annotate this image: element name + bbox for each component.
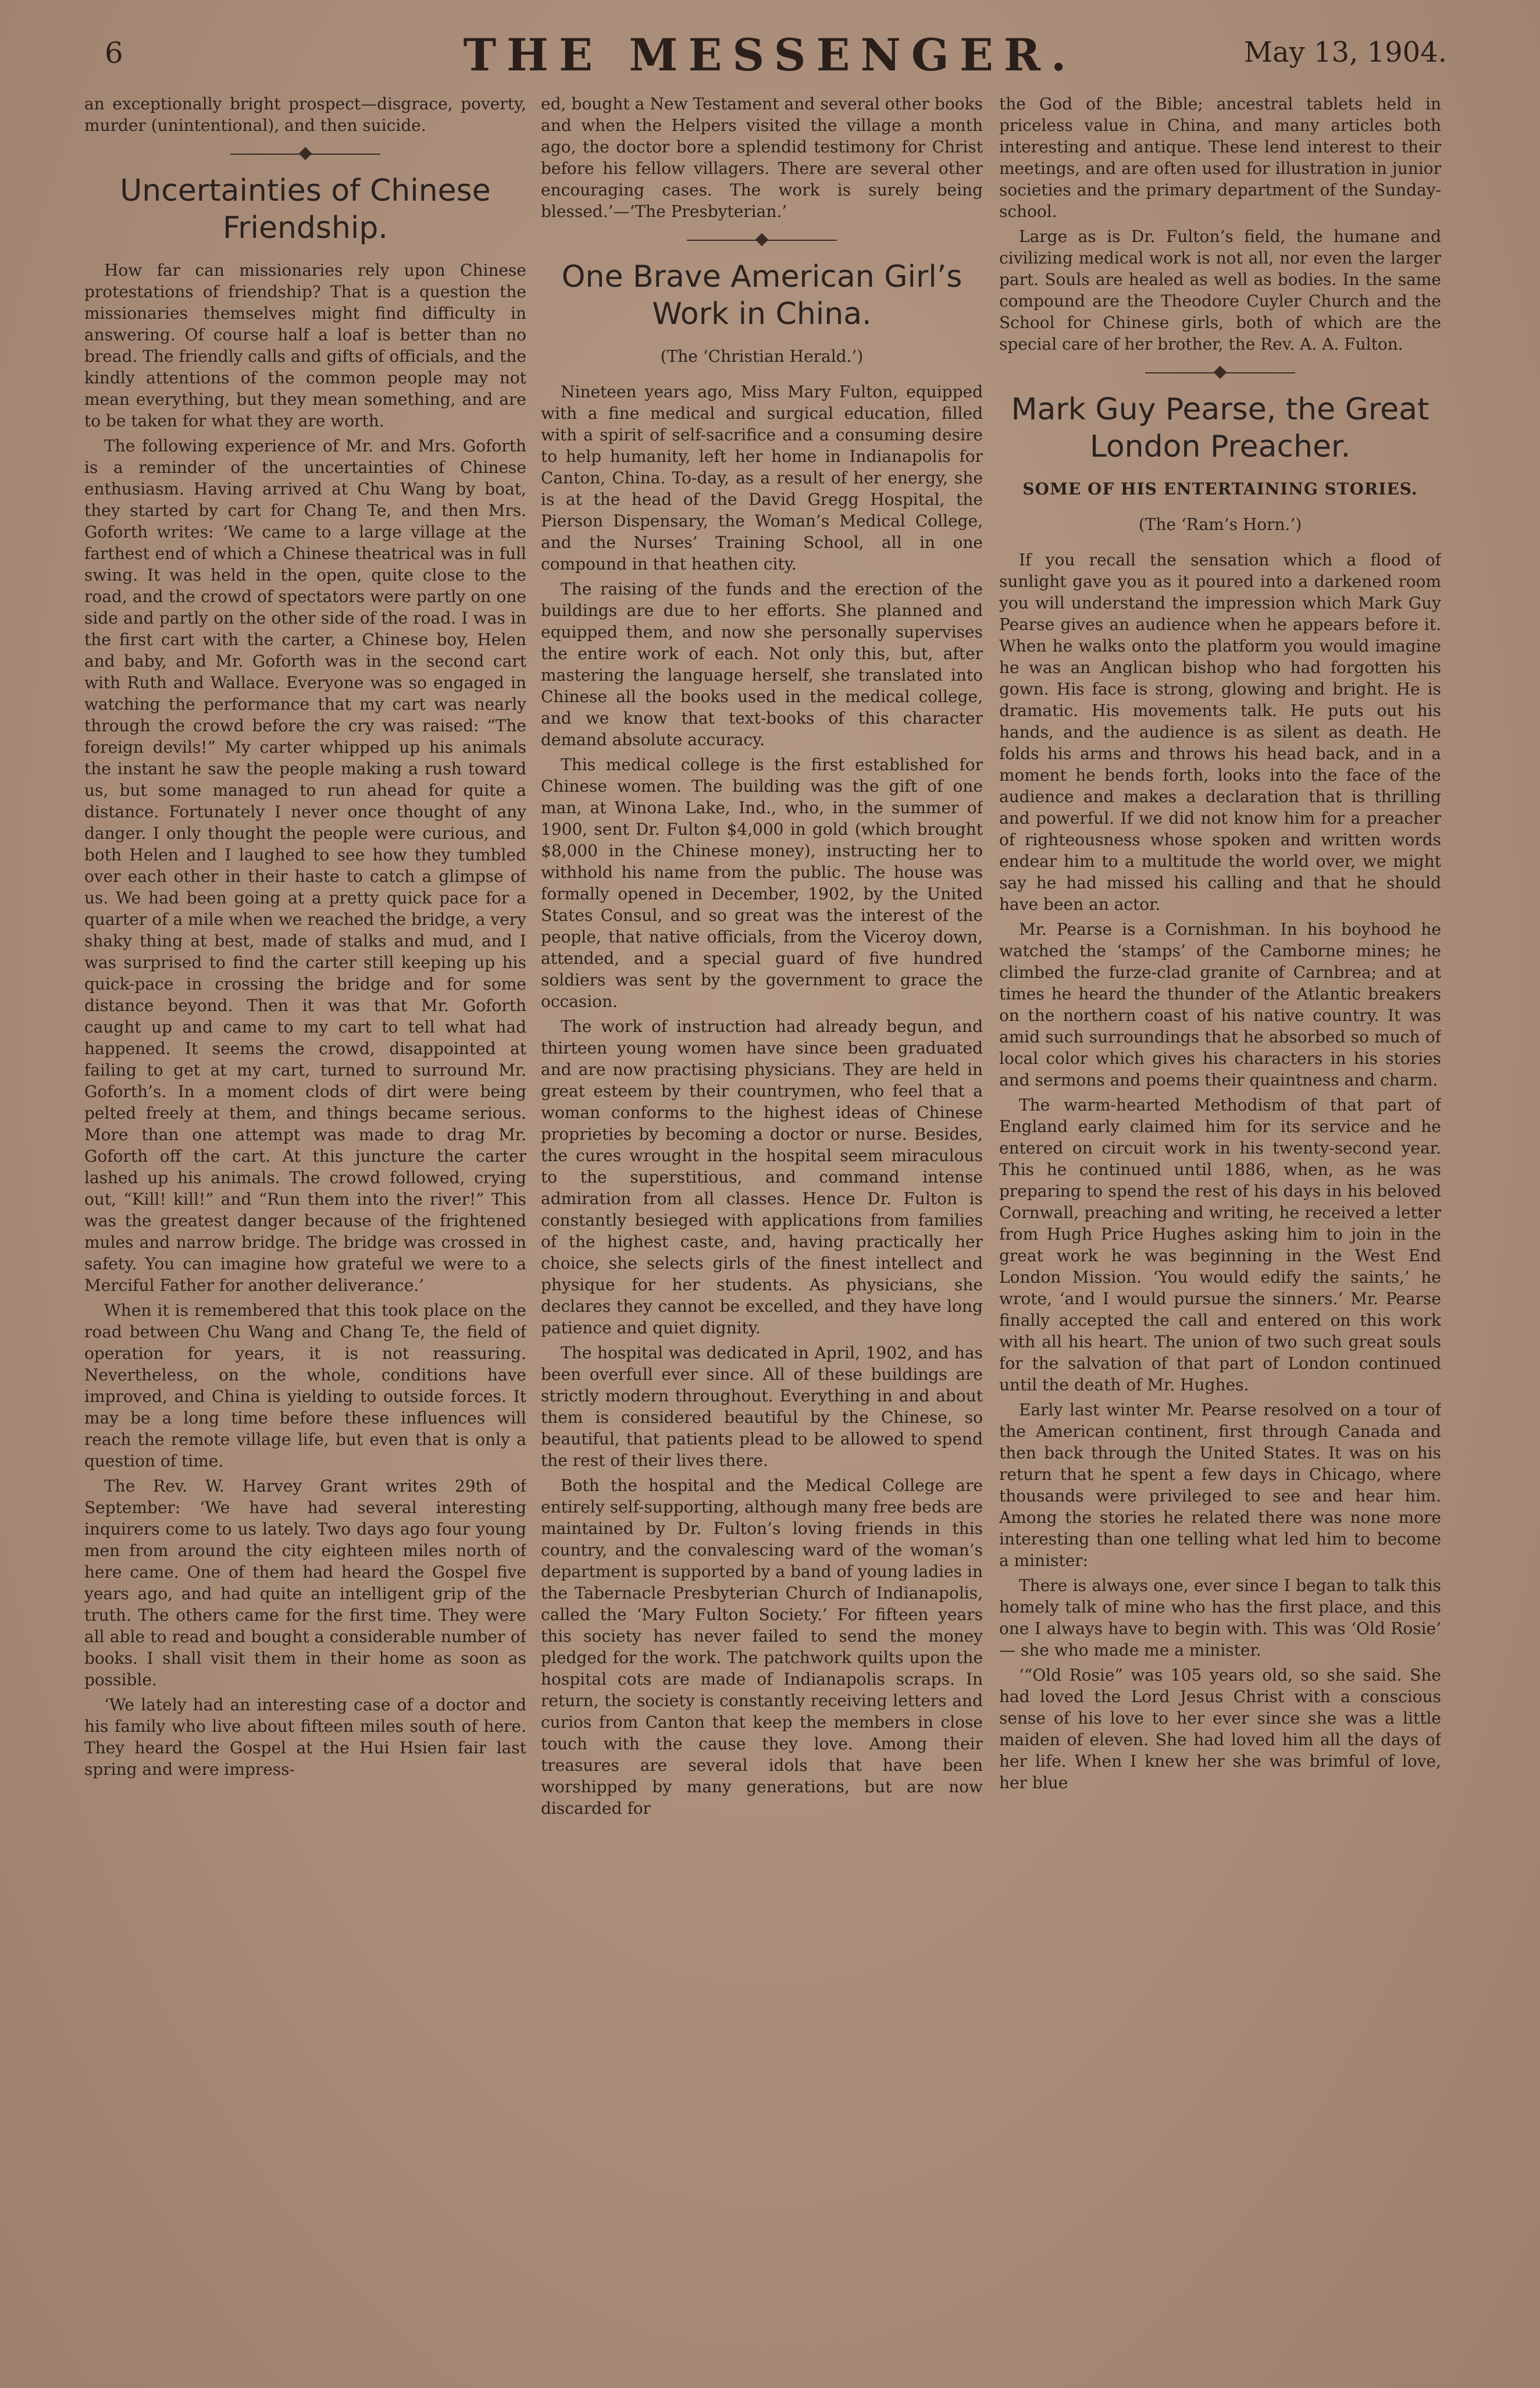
article-paragraph: This medical college is the first established for Chinese women. The building was the gift of one man, at Winona Lake, Ind., who, in the summer of 1900, sent Dr. Fulton $4,000 in gold (which brought $8,000 in the Chinese money), instructing her to withhold his name from the public. The house was formally opened in December, 1902, by the United States Consul, and so great was the interest of the people, that native officials, from the Viceroy down, attended, and a special guard of five hundred soldiers was sent by the government to grace the occasion. xyxy=(541,755,983,1011)
article-paragraph: If you recall the sensation which a flood of sunlight gave you as it poured into a darkened room you will understand the impression which Mark Guy Pearse gives an audience when he appears before it. When he walks onto the platform you would imagine he was an Anglican bishop who had forgotten his gown. His face is strong, glowing and bright. He is dramatic. His movements talk. He puts out his hands, and the audience is as silent as death. He folds his arms and throws his head back, and in a moment he bends forth, looks into the face of the audience and makes a declaration that is thrilling and powerful. If we did not know him for a preacher of righteousness whose spoken and written words endear him to a multitude the world over, we might say he had missed his calling and that he should have been an actor. xyxy=(999,550,1441,914)
section-divider xyxy=(541,230,983,250)
article-paragraph: The following experience of Mr. and Mrs. Goforth is a reminder of the uncertainties of Chinese enthusiasm. Having arrived at Chu Wang by boat, they started by cart for Chang Te, and then Mrs. Goforth writes: ‘We came to a large village at the farthest end of which a Chinese theatrical was in full swing. It was held in the open, quite close to the road, and the crowd of spectators were partly on one side and partly on the other side of the road. I was in the first cart with the carter, a Chinese boy, Helen and baby, and Mr. Goforth was in the second cart with Ruth and Wallace. Everyone was so engaged in watching the performance that my cart was nearly through the crowd before the cry was raised: “The foreign devils!” My carter whipped up his animals the instant he saw the people making a rush toward us, but some managed to run ahead for quite a distance. Fortunately I never once thought of any danger. I only thought the people were curious, and both Helen and I laughed to see how they tumbled over each other in their haste to catch a glimpse of us. We had been going at a pretty quick pace for a quarter of a mile when we reached the bridge, a very shaky thing at best, made of stalks and mud, and I was surprised to find the carter still keeping up his quick-pace in crossing the bridge and for some distance beyond. Then it was that Mr. Goforth caught up and came to my cart to tell what had happened. It seems the crowd, disappointed at failing to get at my cart, turned to surround Mr. Goforth’s. In a moment clods of dirt were being pelted freely at them, and things became serious. More than one attempt was made to drag Mr. Goforth off the cart. At this juncture the carter lashed up his animals. The crowd followed, crying out, “Kill! kill!” and “Run them into the river!” This was the greatest danger because of the frightened mules and narrow bridge. The bridge was crossed in safety. You can imagine how grateful we were to a Merciful Father for another deliverance.’ xyxy=(84,436,526,1295)
article-paragraph: The work of instruction had already begun, and thirteen young women have since been graduated and are now practising physicians. They are held in great esteem by their countrymen, who feel that a woman conforms to the highest ideas of Chinese proprieties by becoming a doctor or nurse. Besides, the cures wrought in the hospital seem miraculous to the superstitious, and command intense admiration from all classes. Hence Dr. Fulton is constantly besieged with applications from families of the highest caste, and, having practically her choice, she selects girls of the finest intellect and physique for her students. As physicians, she declares they cannot be excelled, and they have long patience and quiet dignity. xyxy=(541,1017,983,1337)
article-paragraph: The hospital was dedicated in April, 1902, and has been overfull ever since. All of these buildings are strictly modern throughout. Everything in and about them is considered beautiful by the Chinese, so beautiful, that patients plead to be allowed to spend the rest of their lives there. xyxy=(541,1343,983,1470)
article-title: Mark Guy Pearse, the Great London Preacher. xyxy=(1011,392,1430,464)
article-paragraph: Nineteen years ago, Miss Mary Fulton, equipped with a fine medical and surgical education, filled with a spirit of self-sacrifice and a consuming desire to help humanity, left her home in Indianapolis for Canton, China. To-day, as a result of her energy, she is at the head of the David Gregg Hospital, the Pierson Dispensary, the Woman’s Medical College, and the Nurses’ Training School, all in one compound in that heathen city. xyxy=(541,382,983,574)
article-paragraph: Mr. Pearse is a Cornishman. In his boyhood he watched the ‘stamps’ of the Camborne mines; he climbed the furze-clad granite of Carnbrea; and at times he heard the thunder of the Atlantic breakers on the northern coast of his native country. It was amid such surroundings that he absorbed so much of local color which gives his characters in his stories and sermons and poems their quaintness and charm. xyxy=(999,920,1441,1090)
article-paragraph: Both the hospital and the Medical College are entirely self-supporting, although many free beds are maintained by Dr. Fulton’s loving friends in this country, and the convalescing ward of the woman’s department is supported by a band of young ladies in the Tabernacle Presbyterian Church of Indianapolis, called the ‘Mary Fulton Society.’ For fifteen years this society has never failed to send the money pledged for the work. The patchwork quilts upon the hospital cots are made of Indianapolis scraps. In return, the society is constantly receiving letters and curios from Canton that keep the members in close touch with the cause they love. Among their treasures are several idols that have been worshipped by many generations, but are now discarded for xyxy=(541,1476,983,1818)
article-title: One Brave American Girl’s Work in China. xyxy=(561,259,962,332)
masthead-title: THE MESSENGER. xyxy=(463,29,1077,81)
continuation-text: ed, bought a New Testament and several other books and when the Helpers visited the village a month ago, the doctor bore a splendid testimony for Christ before his fellow villagers. There are several other encouraging cases. The work is surely being blessed.’—‘The Presbyterian.’ xyxy=(541,94,983,221)
article-paragraph: The raising of the funds and the erection of the buildings are due to her efforts. She planned and equipped them, and now she personally supervises the entire work of each. Not only this, but, after mastering the language herself, she translated into Chinese all the books used in the medical college, and we know that text-books of this character demand absolute accuracy. xyxy=(541,579,983,749)
continuation-text: an exceptionally bright prospect—disgrace, poverty, murder (unintentional), and then suicide. xyxy=(84,94,526,135)
article-subhead: SOME OF HIS ENTERTAINING STORIES. xyxy=(1022,479,1418,499)
continuation-text: Large as is Dr. Fulton’s field, the humane and civilizing medical work is not all, nor even the larger part. Souls are healed as well as bodies. In the same compound are the Theodore Cuyler Church and the School for Chinese girls, both of which are the special care of her brother, the Rev. A. A. Fulton. xyxy=(999,227,1441,354)
article-source: (The ‘Christian Herald.’) xyxy=(660,347,864,366)
article-title: Uncertainties of Chinese Friendship. xyxy=(120,173,491,245)
page-number: 6 xyxy=(105,36,123,70)
article-paragraph: Early last winter Mr. Pearse resolved on a tour of the American continent, first through Canada and then back through the United States. It was on his return that he spent a few days in Chicago, where thousands were privileged to see and hear him. Among the stories he related there was none more interesting than one telling what led him to become a minister: xyxy=(999,1400,1441,1570)
issue-date: May 13, 1904. xyxy=(1243,36,1447,69)
continuation-text: the God of the Bible; ancestral tablets held in priceless value in China, and many articles both interesting and antique. These lend interest to their meetings, and are often used for illustration in junior societies and the primary department of the Sunday-school. xyxy=(999,94,1441,221)
article-paragraph: The Rev. W. Harvey Grant writes 29th of September: ‘We have had several interesting inquirers come to us lately. Two days ago four young men from around the city eighteen miles north of here came. One of them had heard the Gospel five years ago, and had quite an intelligent grip of the truth. The others came for the first time. They were all able to read and bought a considerable number of books. I shall visit them in their home as soon as possible. xyxy=(84,1476,526,1689)
column-3 xyxy=(999,93,1441,2356)
article-source: (The ‘Ram’s Horn.’) xyxy=(1138,515,1302,534)
page-header xyxy=(87,29,1453,81)
section-divider xyxy=(999,363,1441,383)
article-paragraph: ‘We lately had an interesting case of a doctor and his family who live about fifteen miles south of here. They heard the Gospel at the Hui Hsien fair last spring and were impress- xyxy=(84,1695,526,1779)
column-2 xyxy=(541,93,983,2356)
column-1 xyxy=(84,93,526,2356)
section-divider xyxy=(84,144,526,164)
article-paragraph: ‘“Old Rosie” was 105 years old, so she said. She had loved the Lord Jesus Christ with a conscious sense of his love to her ever since she was a little maiden of eleven. She had loved him all the days of her life. When I knew her she was brimful of love, her blue xyxy=(999,1665,1441,1792)
article-paragraph: How far can missionaries rely upon Chinese protestations of friendship? That is a question the missionaries themselves might find difficulty in answering. Of course half a loaf is better than no bread. The friendly calls and gifts of officials, and the kindly attentions of the common people may not mean everything, but they mean something, and are to be taken for what they are worth. xyxy=(84,261,526,430)
article-paragraph: When it is remembered that this took place on the road between Chu Wang and Chang Te, the field of operation for years, it is not reassuring. Nevertheless, on the whole, conditions have improved, and China is yielding to outside forces. It may be a long time before these influences will reach the remote village life, but even that is only a question of time. xyxy=(84,1301,526,1471)
article-paragraph: The warm-hearted Methodism of that part of England early claimed him for its service and he entered on circuit work in his twenty-second year. This he continued until 1886, when, as he was preparing to spend the rest of his days in his beloved Cornwall, preaching and writing, he received a letter from Hugh Price Hughes asking him to join in the great work he was beginning in the West End London Mission. ‘You would edify the saints,’ he wrote, ‘and I would pursue the sinners.’ Mr. Pearse finally accepted the call and entered on this work with all his heart. The union of two such great souls for the salvation of that part of London continued until the death of Mr. Hughes. xyxy=(999,1095,1441,1394)
article-paragraph: There is always one, ever since I began to talk this homely talk of mine who has the first place, and this one I always have to begin with. This was ‘Old Rosie’ — she who made me a minister. xyxy=(999,1576,1441,1660)
